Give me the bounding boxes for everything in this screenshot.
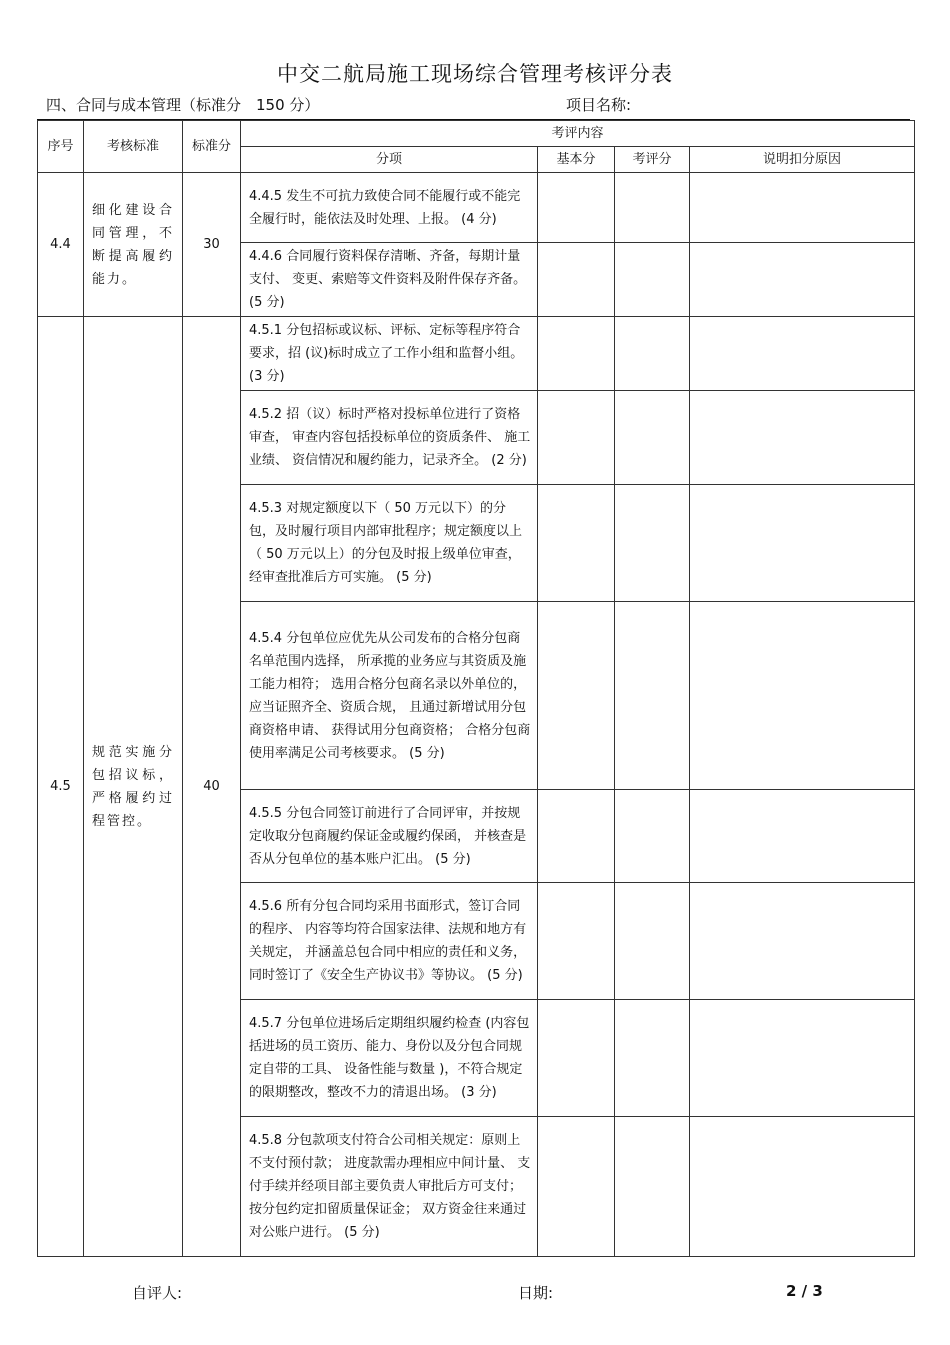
group-criteria: 细化建设合同管理，不断提高履约能力。: [84, 173, 183, 317]
eval-score-cell[interactable]: [615, 485, 690, 602]
header-sub-item: 分项: [241, 147, 538, 173]
item-text: 4.5.4 分包单位应优先从公司发布的合格分包商名单范围内选择， 所承揽的业务应与其资质及施工能力相符； 选用合格分包商名录以外单位的， 应当证照齐全、资质合规， 且通过新增试用分包商资格申请、 获得试用分包商资格； 合格分包商使用率满足公司考核要求。 (5 分): [241, 602, 538, 790]
self-evaluator-label: 自评人:: [132, 1284, 183, 1302]
base-score-cell[interactable]: [538, 790, 615, 883]
item-text: 4.4.5 发生不可抗力致使合同不能履行或不能完全履行时，能依法及时处理、上报。 (4 分): [241, 173, 538, 243]
eval-score-cell[interactable]: [615, 173, 690, 243]
item-text: 4.5.5 分包合同签订前进行了合同评审，并按规定收取分包商履约保证金或履约保函， 并核查是否从分包单位的基本账户汇出。 (5 分): [241, 790, 538, 883]
reason-cell[interactable]: [690, 173, 915, 243]
header-criteria: 考核标准: [84, 121, 183, 173]
table-row: [38, 317, 915, 391]
header-std-score: 标准分: [183, 121, 241, 173]
item-text: 4.5.1 分包招标或议标、评标、定标等程序符合要求，招 (议)标时成立了工作小组和监督小组。 (3 分): [241, 317, 538, 391]
reason-cell[interactable]: [690, 1117, 915, 1257]
eval-score-cell[interactable]: [615, 317, 690, 391]
header-seq: 序号: [38, 121, 84, 173]
eval-score-cell[interactable]: [615, 790, 690, 883]
reason-cell[interactable]: [690, 243, 915, 317]
group-seq: 4.4: [38, 173, 84, 317]
item-text: 4.5.6 所有分包合同均采用书面形式，签订合同的程序、 内容等均符合国家法律、法规和地方有关规定， 并涵盖总包合同中相应的责任和义务， 同时签订了《安全生产协议书》等协议。 (5 分): [241, 883, 538, 1000]
item-text: 4.5.3 对规定额度以下（ 50 万元以下）的分包，及时履行项目内部审批程序；规定额度以上（ 50 万元以上）的分包及时报上级单位审查， 经审查批准后方可实施。 (5 分): [241, 485, 538, 602]
reason-cell[interactable]: [690, 790, 915, 883]
item-text: 4.4.6 合同履行资料保存清晰、齐备，每期计量支付、 变更、索赔等文件资料及附件保存齐备。 (5 分): [241, 243, 538, 317]
reason-cell[interactable]: [690, 1000, 915, 1117]
table-row: [38, 173, 915, 243]
eval-score-cell[interactable]: [615, 243, 690, 317]
eval-score-cell[interactable]: [615, 1000, 690, 1117]
header-review: 考评内容: [241, 121, 915, 147]
group-std-score: 30: [183, 173, 241, 317]
group-seq: 4.5: [38, 317, 84, 1257]
base-score-cell[interactable]: [538, 243, 615, 317]
section-heading: 四、合同与成本管理（标准分 150 分）: [46, 96, 320, 114]
base-score-cell[interactable]: [538, 173, 615, 243]
group-criteria: 规范实施分包招议标，严格履约过程管控。: [84, 317, 183, 1257]
base-score-cell[interactable]: [538, 485, 615, 602]
base-score-cell[interactable]: [538, 602, 615, 790]
group-std-score: 40: [183, 317, 241, 1257]
eval-score-cell[interactable]: [615, 602, 690, 790]
date-label: 日期:: [518, 1284, 554, 1302]
eval-score-cell[interactable]: [615, 391, 690, 485]
base-score-cell[interactable]: [538, 391, 615, 485]
page-number: 2 / 3: [786, 1282, 823, 1300]
header-eval-score: 考评分: [615, 147, 690, 173]
header-reason: 说明扣分原因: [690, 147, 915, 173]
header-base-score: 基本分: [538, 147, 615, 173]
item-text: 4.5.2 招（议）标时严格对投标单位进行了资格审查， 审查内容包括投标单位的资质条件、 施工业绩、 资信情况和履约能力，记录齐全。 (2 分): [241, 391, 538, 485]
reason-cell[interactable]: [690, 485, 915, 602]
base-score-cell[interactable]: [538, 1117, 615, 1257]
base-score-cell[interactable]: [538, 1000, 615, 1117]
reason-cell[interactable]: [690, 883, 915, 1000]
project-name-label: 项目名称:: [566, 96, 632, 114]
reason-cell[interactable]: [690, 317, 915, 391]
reason-cell[interactable]: [690, 391, 915, 485]
eval-score-cell[interactable]: [615, 883, 690, 1000]
item-text: 4.5.7 分包单位进场后定期组织履约检查 (内容包括进场的员工资历、能力、身份以及分包合同规定自带的工具、 设备性能与数量 )，不符合规定的限期整改，整改不力的清退出场。 (3 分): [241, 1000, 538, 1117]
eval-score-cell[interactable]: [615, 1117, 690, 1257]
base-score-cell[interactable]: [538, 317, 615, 391]
document-title: 中交二航局施工现场综合管理考核评分表: [277, 62, 673, 86]
score-table: [37, 120, 915, 1257]
item-text: 4.5.8 分包款项支付符合公司相关规定：原则上不支付预付款； 进度款需办理相应中间计量、 支付手续并经项目部主要负责人审批后方可支付； 按分包约定扣留质量保证金； 双方资金往来通过对公账户进行。 (5 分): [241, 1117, 538, 1257]
base-score-cell[interactable]: [538, 883, 615, 1000]
reason-cell[interactable]: [690, 602, 915, 790]
